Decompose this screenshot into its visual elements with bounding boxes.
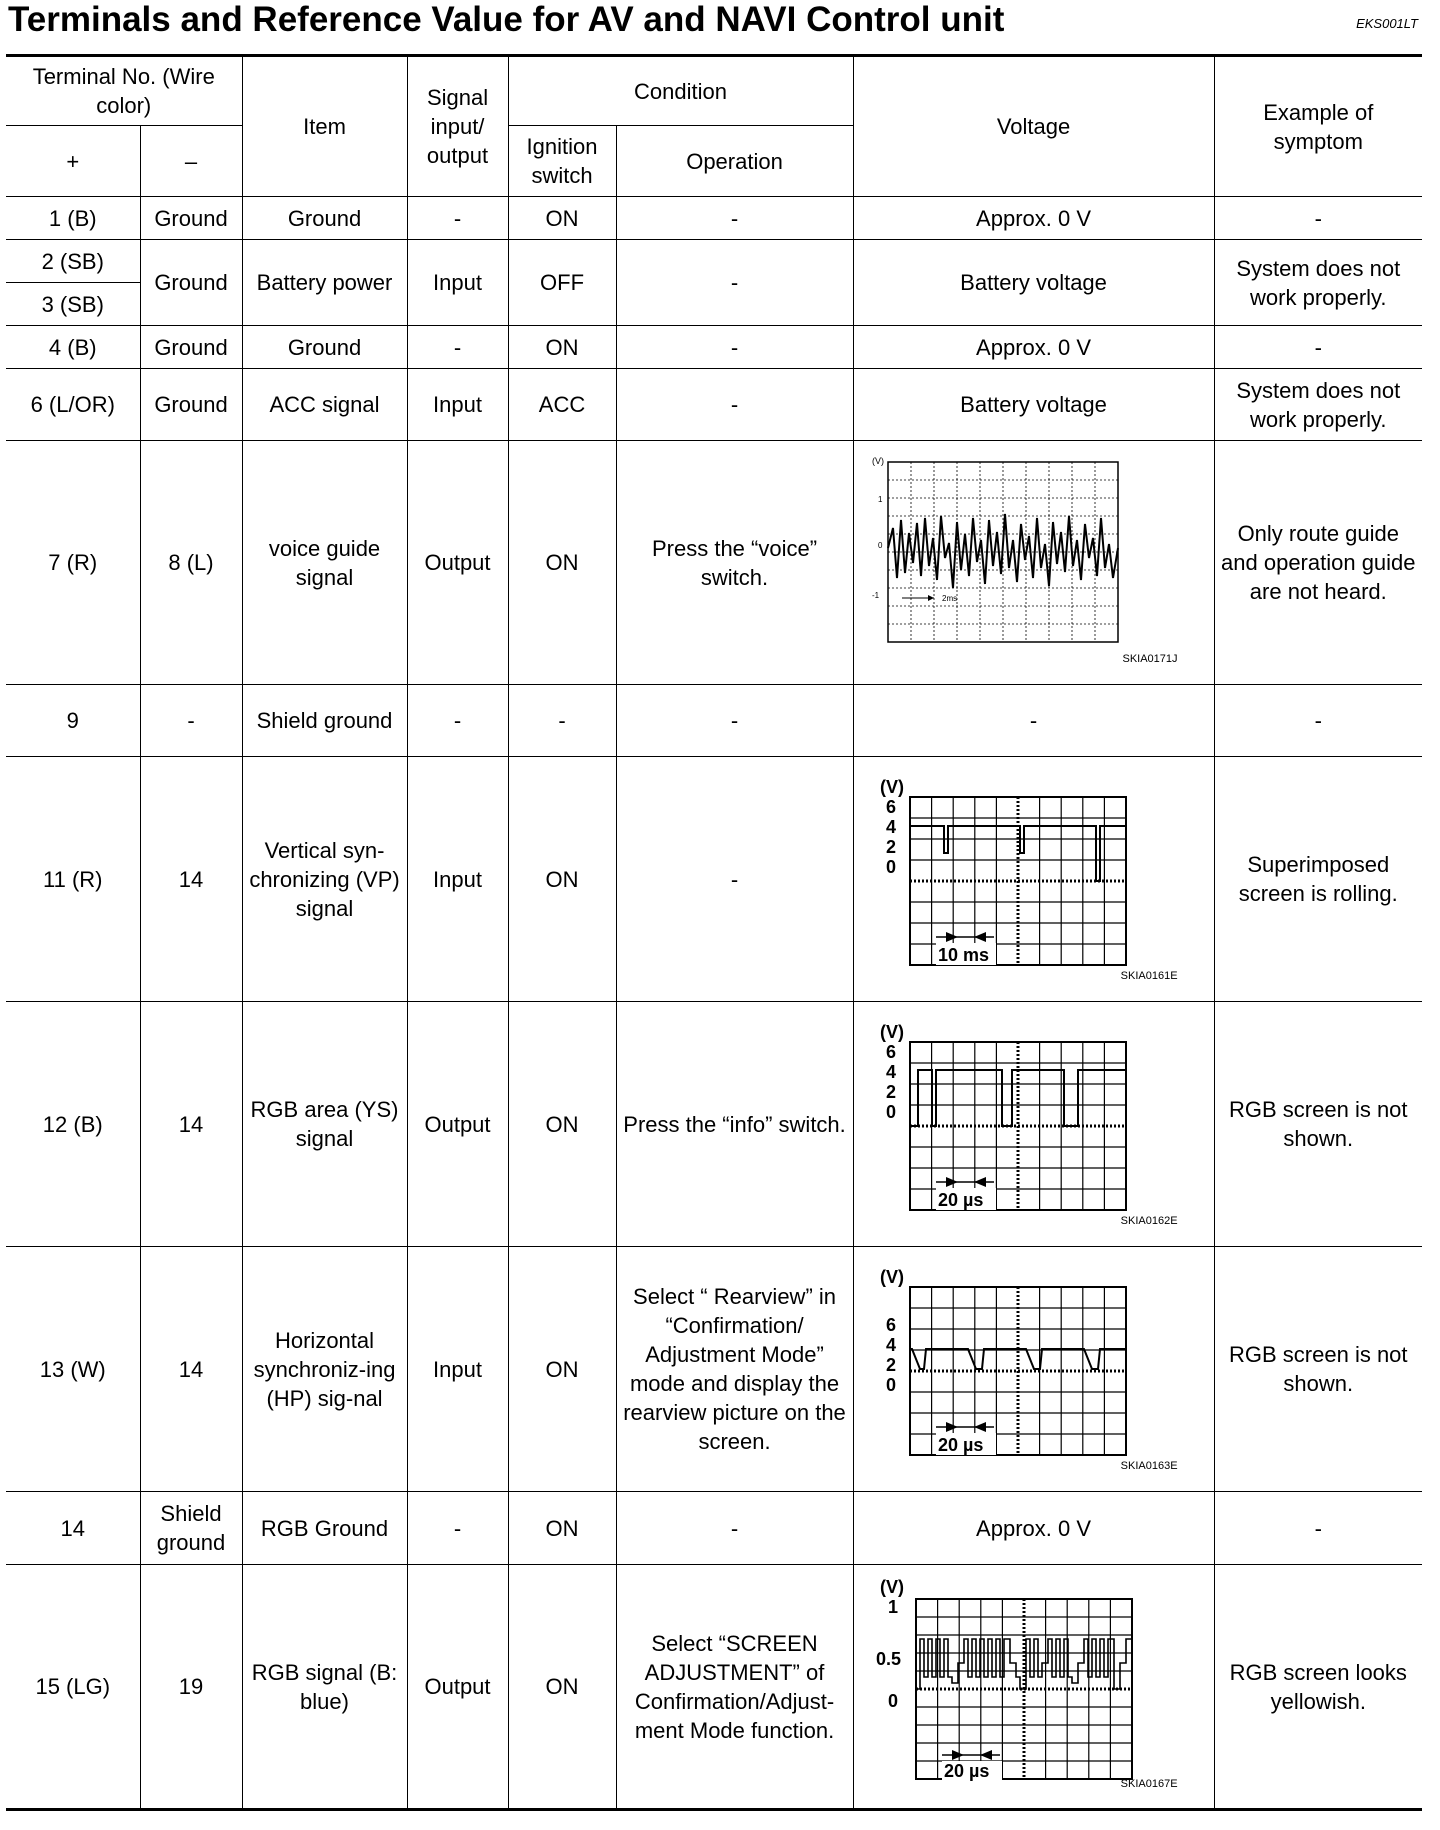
signal-cell: - xyxy=(407,197,508,240)
waveform-tick: 0.5 xyxy=(875,1648,901,1669)
table-row xyxy=(6,685,1422,757)
symptom-cell: - xyxy=(1214,685,1422,757)
waveform-ref-code: SKIA0171J xyxy=(1122,652,1178,665)
voltage-cell: Battery voltage xyxy=(853,240,1214,326)
operation-cell: - xyxy=(616,685,853,757)
waveform-time: 20 µs xyxy=(937,1190,983,1210)
header-item: Item xyxy=(242,56,407,197)
header-ignition: Ignition switch xyxy=(508,126,616,197)
signal-cell: Input xyxy=(407,757,508,1002)
waveform-tick: 0 xyxy=(877,540,882,550)
table-row xyxy=(6,369,1422,441)
item-cell: voice guide signal xyxy=(242,441,407,685)
operation-cell: - xyxy=(616,369,853,441)
terminal-plus: 9 xyxy=(6,685,140,757)
header-minus: – xyxy=(140,126,242,197)
symptom-cell: - xyxy=(1214,1492,1422,1565)
ignition-cell: ON xyxy=(508,1492,616,1565)
waveform-tick: 6 xyxy=(885,1315,896,1335)
ignition-cell: ON xyxy=(508,1565,616,1810)
header-symptom: Example of symptom xyxy=(1214,56,1422,197)
voltage-cell: Battery voltage xyxy=(853,369,1214,441)
waveform-time: 20 µs xyxy=(943,1760,989,1781)
signal-cell: - xyxy=(407,326,508,369)
table-row xyxy=(6,326,1422,369)
ignition-cell: ON xyxy=(508,197,616,240)
ignition-cell: ON xyxy=(508,1247,616,1492)
header-terminal: Terminal No. (Wire color) xyxy=(6,56,242,126)
waveform-graph xyxy=(864,448,1204,678)
waveform-tick: 2 xyxy=(885,1082,896,1102)
terminal-minus: Ground xyxy=(140,240,242,326)
table-row xyxy=(6,1002,1422,1247)
terminal-plus: 4 (B) xyxy=(6,326,140,369)
terminal-plus: 3 (SB) xyxy=(6,283,140,326)
terminal-minus: 19 xyxy=(140,1565,242,1810)
symptom-cell: - xyxy=(1214,326,1422,369)
waveform-ref-code: SKIA0163E xyxy=(1120,1460,1178,1472)
item-cell: RGB Ground xyxy=(242,1492,407,1565)
terminal-minus: 14 xyxy=(140,1002,242,1247)
item-cell: ACC signal xyxy=(242,369,407,441)
header-operation: Operation xyxy=(616,126,853,197)
voltage-cell: - xyxy=(853,685,1214,757)
terminal-plus: 15 (LG) xyxy=(6,1565,140,1810)
symptom-cell: System does not work properly. xyxy=(1214,240,1422,326)
terminal-plus: 14 xyxy=(6,1492,140,1565)
waveform-graph xyxy=(864,1571,1204,1803)
waveform-ref-code: SKIA0167E xyxy=(1120,1777,1178,1790)
terminal-plus: 6 (L/OR) xyxy=(6,369,140,441)
waveform-axis-unit: (V) xyxy=(879,777,904,797)
voltage-waveform-cell xyxy=(853,441,1214,685)
terminal-minus: 14 xyxy=(140,1247,242,1492)
waveform-time: 2ms xyxy=(941,593,957,603)
voltage-waveform-cell xyxy=(853,1247,1214,1492)
signal-cell: Input xyxy=(407,240,508,326)
voltage-cell: Approx. 0 V xyxy=(853,326,1214,369)
terminal-plus: 1 (B) xyxy=(6,197,140,240)
table-row xyxy=(6,757,1422,1002)
operation-cell: - xyxy=(616,1492,853,1565)
terminal-plus: 12 (B) xyxy=(6,1002,140,1247)
waveform-time: 10 ms xyxy=(937,945,989,965)
voltage-cell: Approx. 0 V xyxy=(853,197,1214,240)
item-cell: Horizontal synchroniz-ing (HP) sig-nal xyxy=(242,1247,407,1492)
signal-cell: Output xyxy=(407,441,508,685)
waveform-tick: 1 xyxy=(877,494,882,504)
terminal-minus: Ground xyxy=(140,326,242,369)
waveform-tick: 4 xyxy=(885,1062,896,1082)
ignition-cell: ON xyxy=(508,326,616,369)
item-cell: Ground xyxy=(242,326,407,369)
waveform-vp xyxy=(864,763,1204,995)
terminal-plus: 7 (R) xyxy=(6,441,140,685)
voltage-waveform-cell xyxy=(853,1002,1214,1247)
symptom-cell: RGB screen is not shown. xyxy=(1214,1002,1422,1247)
symptom-cell: RGB screen is not shown. xyxy=(1214,1247,1422,1492)
terminal-minus: 8 (L) xyxy=(140,441,242,685)
voltage-waveform-cell xyxy=(853,1565,1214,1810)
waveform-tick: 0 xyxy=(887,1690,898,1711)
waveform-tick: 0 xyxy=(885,857,896,877)
item-cell: Vertical syn-chronizing (VP) signal xyxy=(242,757,407,1002)
waveform-hp xyxy=(864,1253,1204,1485)
table-row xyxy=(6,1492,1422,1565)
terminal-table xyxy=(6,54,1422,1811)
terminal-plus: 11 (R) xyxy=(6,757,140,1002)
header-signal: Signal input/ output xyxy=(407,56,508,197)
waveform-tick: 2 xyxy=(885,837,896,857)
terminal-minus: 14 xyxy=(140,757,242,1002)
table-row xyxy=(6,1247,1422,1492)
signal-cell: Output xyxy=(407,1002,508,1247)
operation-cell: Press the “voice” switch. xyxy=(616,441,853,685)
waveform-ys xyxy=(864,1008,1204,1240)
table-row xyxy=(6,441,1422,685)
waveform-tick: 1 xyxy=(887,1596,898,1617)
operation-cell: - xyxy=(616,240,853,326)
header-voltage: Voltage xyxy=(853,56,1214,197)
waveform-ref-code: SKIA0162E xyxy=(1120,1215,1178,1227)
operation-cell: Select “SCREEN ADJUSTMENT” of Confirmation/Adjust-ment Mode function. xyxy=(616,1565,853,1810)
waveform-graph xyxy=(864,1253,1204,1485)
signal-cell: Input xyxy=(407,369,508,441)
terminal-minus: Ground xyxy=(140,369,242,441)
item-cell: RGB signal (B: blue) xyxy=(242,1565,407,1810)
waveform-tick: 4 xyxy=(885,817,896,837)
voltage-cell: Approx. 0 V xyxy=(853,1492,1214,1565)
ignition-cell: ON xyxy=(508,1002,616,1247)
signal-cell: Output xyxy=(407,1565,508,1810)
waveform-axis-unit: (V) xyxy=(871,455,884,466)
ignition-cell: ON xyxy=(508,441,616,685)
terminal-minus: Shield ground xyxy=(140,1492,242,1565)
waveform-time: 20 µs xyxy=(937,1435,983,1455)
header-condition: Condition xyxy=(508,56,853,126)
symptom-cell: Only route guide and operation guide are not heard. xyxy=(1214,441,1422,685)
waveform-tick: 2 xyxy=(885,1355,896,1375)
item-cell: Battery power xyxy=(242,240,407,326)
ignition-cell: ON xyxy=(508,757,616,1002)
section-code: EKS001LT xyxy=(1356,16,1418,31)
waveform-tick: 6 xyxy=(885,1042,896,1062)
terminal-plus: 13 (W) xyxy=(6,1247,140,1492)
terminal-plus: 2 (SB) xyxy=(6,240,140,283)
waveform-tick: -1 xyxy=(871,590,879,600)
waveform-tick: 4 xyxy=(885,1335,896,1355)
waveform-axis-unit: (V) xyxy=(879,1022,904,1042)
waveform-tick: 0 xyxy=(885,1375,896,1395)
symptom-cell: System does not work properly. xyxy=(1214,369,1422,441)
terminal-minus: - xyxy=(140,685,242,757)
ignition-cell: - xyxy=(508,685,616,757)
table-row xyxy=(6,1565,1422,1810)
item-cell: Shield ground xyxy=(242,685,407,757)
operation-cell: Press the “info” switch. xyxy=(616,1002,853,1247)
table-row xyxy=(6,240,1422,283)
terminal-minus: Ground xyxy=(140,197,242,240)
item-cell: RGB area (YS) signal xyxy=(242,1002,407,1247)
page-title: Terminals and Reference Value for AV and NAVI Control unit xyxy=(8,0,1005,39)
ignition-cell: ACC xyxy=(508,369,616,441)
signal-cell: Input xyxy=(407,1247,508,1492)
symptom-cell: Superimposed screen is rolling. xyxy=(1214,757,1422,1002)
operation-cell: - xyxy=(616,197,853,240)
waveform-tick: 0 xyxy=(885,1102,896,1122)
waveform-rgb xyxy=(864,1571,1204,1803)
voltage-waveform-cell xyxy=(853,757,1214,1002)
table-row xyxy=(6,197,1422,240)
item-cell: Ground xyxy=(242,197,407,240)
operation-cell: - xyxy=(616,757,853,1002)
waveform-axis-unit: (V) xyxy=(879,1267,904,1287)
operation-cell: - xyxy=(616,326,853,369)
symptom-cell: RGB screen looks yellowish. xyxy=(1214,1565,1422,1810)
symptom-cell: - xyxy=(1214,197,1422,240)
ignition-cell: OFF xyxy=(508,240,616,326)
waveform-graph xyxy=(864,763,1204,995)
waveform-voice xyxy=(864,448,1204,678)
header-plus: + xyxy=(6,126,140,197)
waveform-axis-unit: (V) xyxy=(879,1576,904,1597)
waveform-graph xyxy=(864,1008,1204,1240)
operation-cell: Select “ Rearview” in “Confirmation/ Adjustment Mode” mode and display the rearview picture on the screen. xyxy=(616,1247,853,1492)
waveform-tick: 6 xyxy=(885,797,896,817)
signal-cell: - xyxy=(407,1492,508,1565)
signal-cell: - xyxy=(407,685,508,757)
waveform-ref-code: SKIA0161E xyxy=(1120,970,1178,982)
